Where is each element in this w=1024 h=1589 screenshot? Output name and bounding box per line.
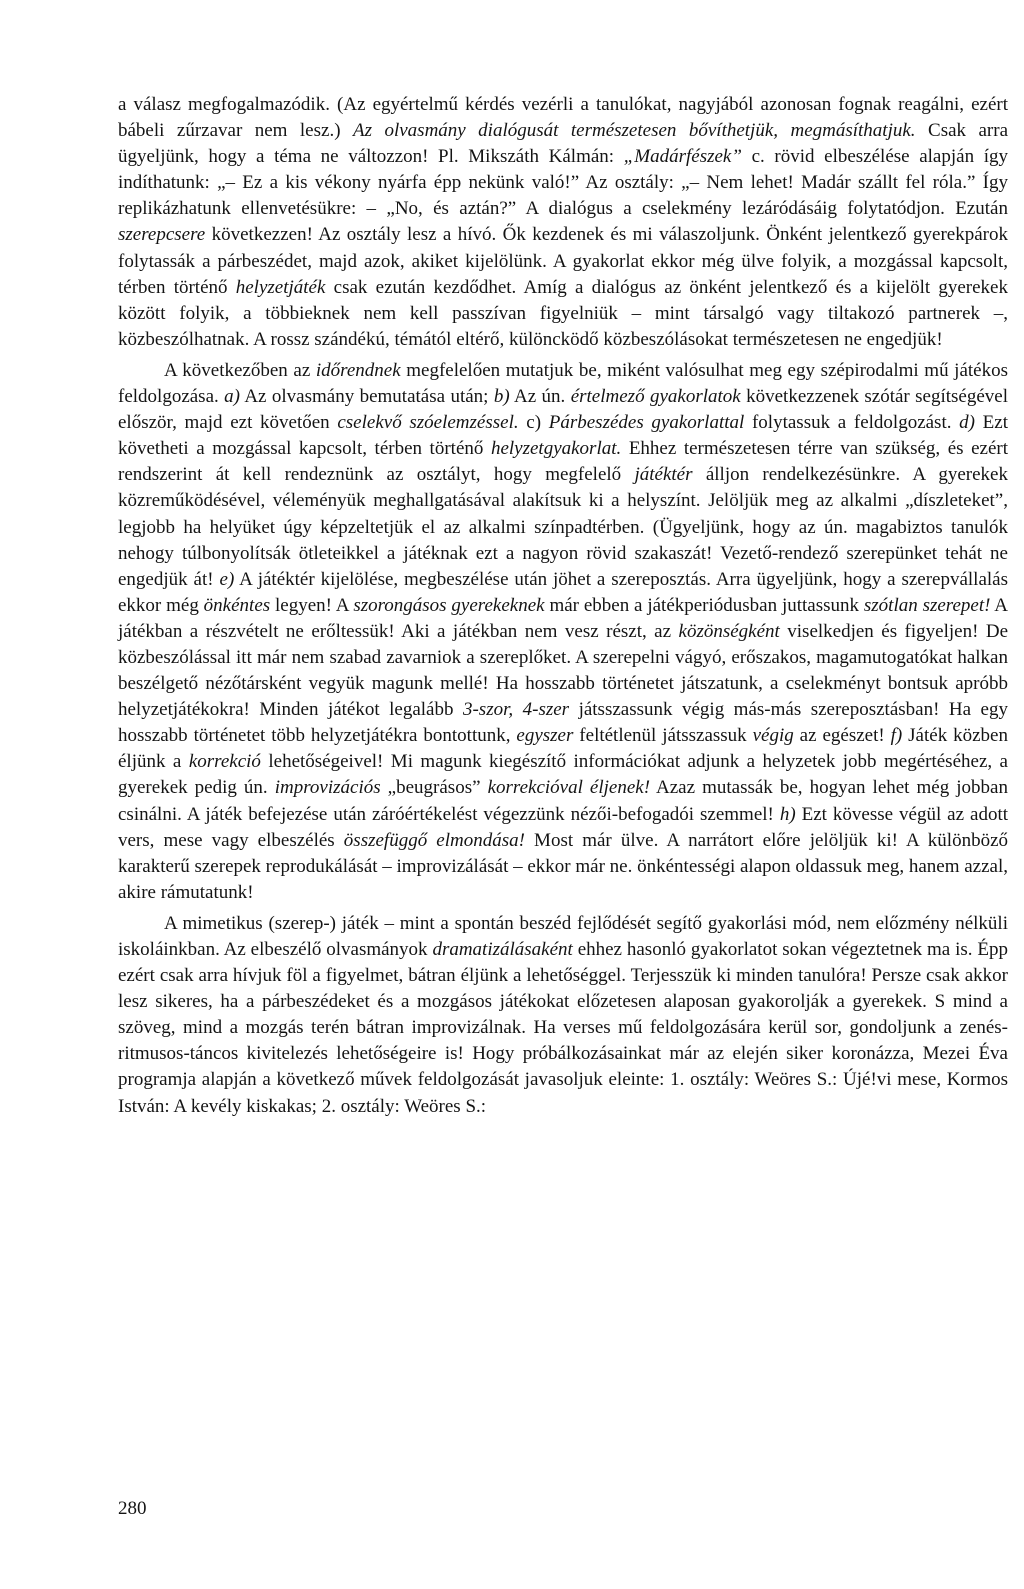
text-run: A játékban a részvételt ne erőltessük! Aki a játékban nem vesz részt, az (118, 594, 1008, 642)
italic-text-run: h) (779, 803, 796, 825)
italic-text-run: szótlan szerepet! (863, 594, 991, 616)
text-run: c. rövid elbeszélése alapján így indíthatunk: „– Ez a kis vékony nyárfa épp nekünk való!” Az osztály: „– Nem lehet! Madár szállt fel róla.” Így replikázhatunk ellenvetésükre: – „No, és aztán?” A dialógus a cselekmény lezáródásáig folytatódjon. Ezután (118, 146, 1008, 220)
italic-text-run: helyzetgyakorlat. (490, 438, 622, 460)
text-run: következzen! Az osztály lesz a hívó. Ők kezdenek és mi válaszoljunk. Önként jelentkező gyerekpárok folytassák a párbeszédet, majd azok, akiket kijelölünk. A gyakorlat ekkor még ülve folyik, a mozgással kapcsolt, térben történő (118, 224, 1008, 298)
italic-text-run: szorongásos gyerekeknek (353, 594, 545, 616)
italic-text-run: értelmező gyakorlatok (570, 386, 741, 408)
italic-text-run: korrekció (188, 751, 261, 773)
italic-text-run: b) (493, 386, 510, 408)
text-run: az egészet! (793, 725, 891, 747)
text-run: feltétlenül játsszassuk (573, 725, 753, 747)
italic-text-run: játéktér (634, 464, 693, 486)
italic-text-run: dramatizálásaként (432, 939, 573, 960)
text-run: Az olvasmány bemutatása után; (239, 386, 494, 408)
italic-text-run: önkéntes (203, 594, 271, 616)
text-run: folytassuk a feldolgozást. (744, 412, 960, 434)
text-run: Azaz mutassák be, hogyan lehet még jobban csinálni. A játék befejezése után záróértékelést végezzünk nézői-befogadói szemmel! (118, 777, 1008, 825)
italic-text-run: végig (752, 725, 794, 747)
page-text (118, 92, 1008, 1120)
italic-text-run: a) (224, 386, 240, 408)
italic-text-run: Az olvasmány dialógusát természetesen bővíthetjük, megmásíthatjuk. (353, 120, 916, 142)
italic-text-run: „Madárfészek” (623, 146, 742, 168)
italic-text-run: közönségként (678, 620, 780, 642)
text-run: lehetőségeivel! Mi magunk kiegészítő információkat adjunk a helyzetek jobb megértéséhez, a gyerekek pedig ún. (118, 751, 1008, 799)
italic-text-run: összefüggő elmondása! (343, 829, 525, 851)
italic-text-run: egyszer (516, 725, 574, 747)
text-run: már ebben a játékperiódusban juttassunk (544, 594, 864, 616)
italic-text-run: cselekvő szóelemzéssel. (337, 412, 519, 434)
italic-text-run: 3-szor, 4-szer (462, 699, 570, 721)
paragraph-3 (118, 911, 1008, 1120)
text-run: Ezt kövesse végül az adott vers, mese vagy elbeszélés (118, 803, 1008, 851)
italic-text-run: szerepcsere (118, 224, 206, 246)
text-run: álljon rendelkezésünkre. A gyerekek közreműködésével, véleményük meghallgatásával alakítsuk ki a helyszínt. Jelöljük meg az alkalmi „díszleteket”, legjobb ha helyüket úgy képzeltetjük el az alkalmi színpadtérben. (Ügyeljünk, hogy az ún. magabiztos tanulók nehogy túlbonyolítsák ötleteikkel a játéknak ezt a nagyon rövid szakaszát! Vezető-rendező szerepünket tehát ne engedjük át! (118, 464, 1008, 590)
text-run: A mimetikus (szerep-) játék – mint a spontán beszéd fejlődését segítő gyakorlási mód, nem előzmény nélküli iskoláinkban. Az elbeszélő olvasmányok (118, 912, 1008, 960)
text-run: legyen! A (270, 594, 354, 616)
italic-text-run: időrendnek (315, 359, 401, 381)
italic-text-run: korrekcióval éljenek! (487, 777, 651, 799)
italic-text-run: helyzetjáték (235, 276, 326, 298)
text-run: Ezt követheti a mozgással kapcsolt, térben történő (118, 412, 1008, 460)
text-run: Csak arra ügyeljünk, hogy a téma ne változzon! Pl. Mikszáth Kálmán: (118, 120, 1009, 168)
italic-text-run: d) (959, 412, 975, 434)
italic-text-run: f) (890, 725, 903, 747)
text-run: Ehhez természetesen térre van szükség, és ezért rendszerint át kell rendeznünk az osztályt, hogy megfelelő (118, 438, 1008, 486)
text-run: csak ezután kezdődhet. Amíg a dialógus az önként jelentkező és a kijelölt gyerekek között folyik, a többieknek nem kell passzívan figyelniük – mint társalgó vagy tiltakozó partnerek –, közbeszólhatnak. A rossz szándékú, témától eltérő, különcködő közbeszólásokat természetesen ne engedjük! (118, 276, 1008, 350)
text-run: A játéktér kijelölése, megbeszélése után jöhet a szereposztás. Arra ügyeljünk, hogy a szerepvállalás ekkor még (118, 568, 1009, 616)
paragraph-2 (118, 358, 1008, 906)
italic-text-run: Párbeszédes gyakorlattal (548, 412, 745, 434)
text-run: viselkedjen és figyeljen! De közbeszólással itt már nem szabad zavarniok a szereplőket. A szerepelni vágyó, erőszakos, magamutogatókat halkan beszélgető nézőtársként vegyük magunk mellé! Ha hosszabb történetet játszatunk, a cselekményt bontsuk apróbb helyzetjátékokra! Minden játékot legalább (118, 620, 1009, 721)
text-run: c) (518, 412, 549, 434)
text-run: A következőben az (164, 359, 316, 381)
italic-text-run: improvizációs (274, 777, 381, 799)
paragraph-1 (118, 92, 1008, 353)
text-run: Az ún. (509, 386, 571, 408)
text-run: a válasz megfogalmazódik. (Az egyértelmű kérdés vezérli a tanulókat, nagyjából azonosan fognak reagálni, ezért bábeli zűrzavar nem lesz.) (118, 94, 1008, 142)
text-run: „beugrásos” (380, 777, 488, 799)
text-run: megfelelően mutatjuk be, miként valósulhat meg egy szépirodalmi mű játékos feldolgozása. (118, 359, 1008, 408)
text-run: játsszassunk végig más-más szereposztásban! Ha egy hosszabb történetet több helyzetjátékra bontottunk, (118, 699, 1008, 747)
page-number: 280 (118, 1498, 147, 1519)
text-run: Most már ülve. A narrátort előre jelöljük ki! A különböző karakterű szerepek reprodukálását – improvizálását – ekkor már ne. önkéntességi alapon oldassuk meg, hanem azzal, akire rámutatunk! (118, 829, 1009, 903)
text-run: ehhez hasonló gyakorlatot sokan végeztetnek ma is. Épp ezért csak arra hívjuk föl a figyelmet, bátran éljünk a lehetőséggel. Terjesszük ki minden tanulóra! Persze csak akkor lesz sikeres, ha a párbeszédeket és a mozgásos játékokat előzetesen alaposan gyakorolják a gyerekek. S mind a szöveg, mind a mozgás terén bátran improvizálnak. Ha verses mű feldolgozására kerül sor, gondoljunk a zenés-ritmusos-táncos kivitelezés lehetőségeire is! Hogy próbálkozásainkat már az elején siker koronázza, Mezei Éva programja alapján a következő művek feldolgozását javasoljuk eleinte: 1. osztály: Weöres S.: Újé!vi mese, Kormos István: A kevély kiskakas; 2. osztály: Weöres S.: (118, 939, 1008, 1117)
text-run: következzenek szótár segítségével először, majd ezt követően (118, 386, 1008, 434)
italic-text-run: e) (219, 568, 235, 590)
text-run: Játék közben éljünk a (118, 725, 1008, 773)
